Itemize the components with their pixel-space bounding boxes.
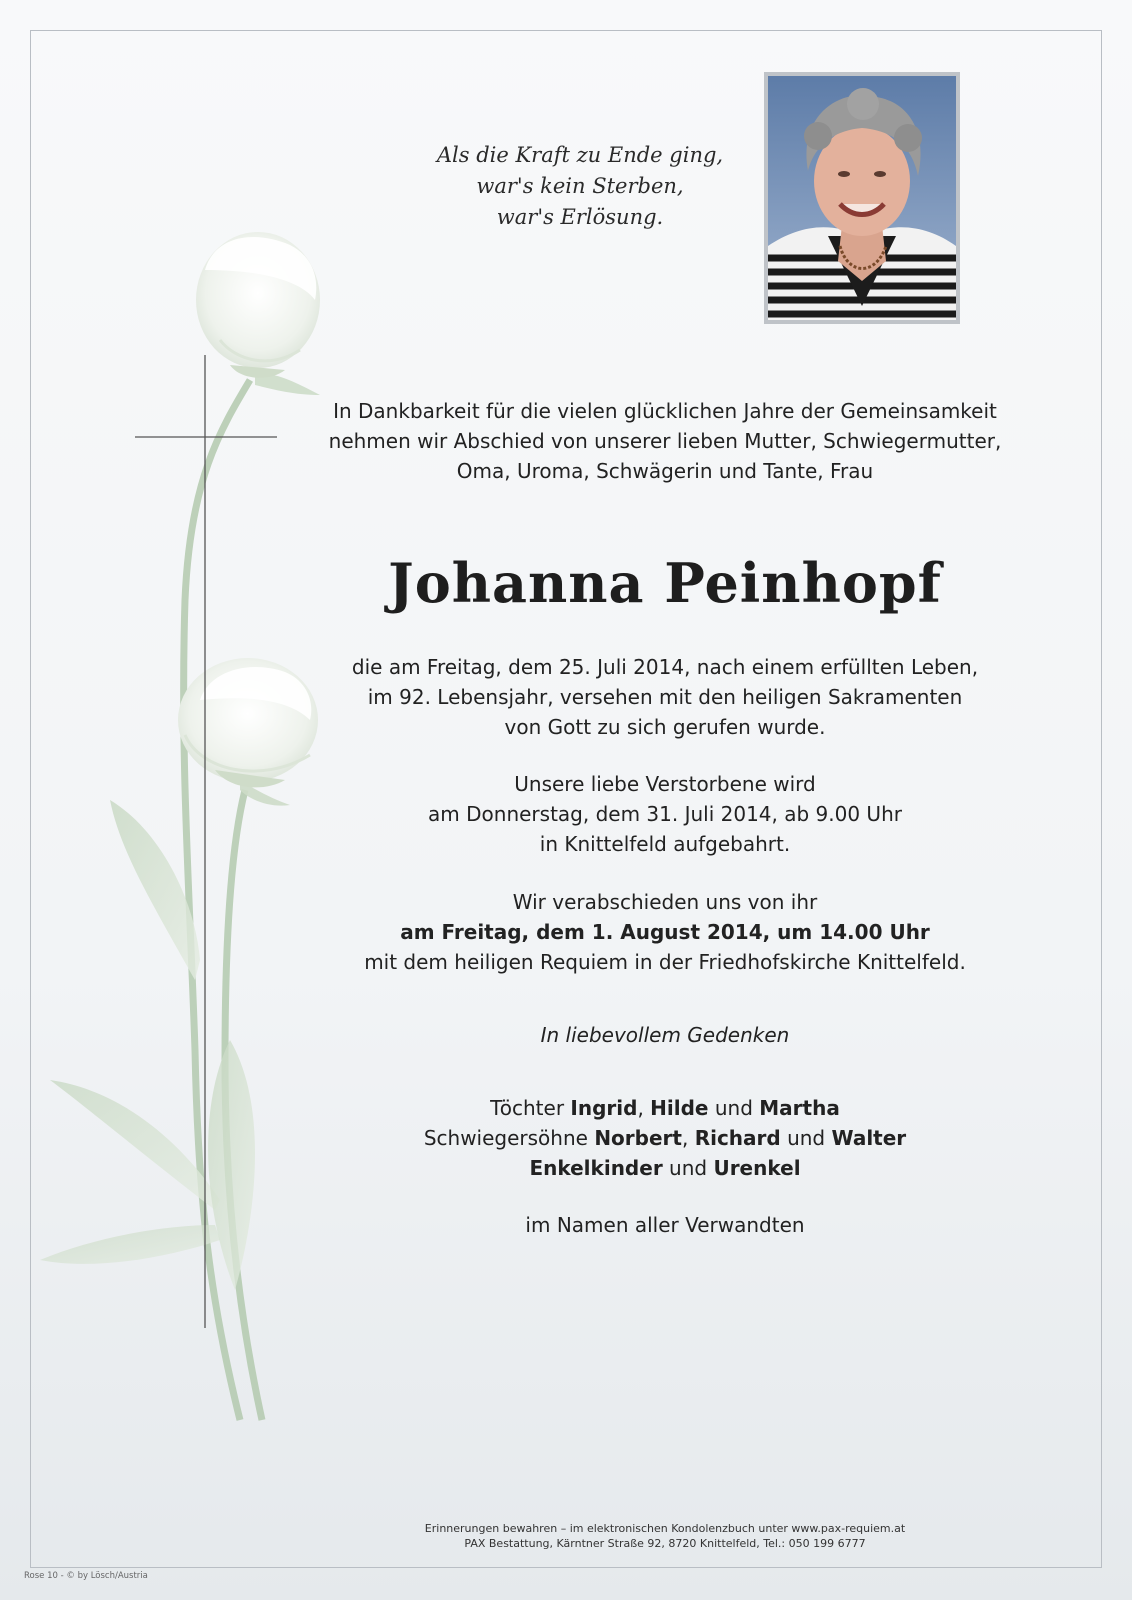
daughter-name: Ingrid bbox=[570, 1096, 638, 1120]
viewing-info bbox=[320, 769, 1010, 859]
daughters-line bbox=[320, 1093, 1010, 1123]
death-line: im 92. Lebensjahr, versehen mit den heiligen Sakramenten bbox=[367, 685, 963, 709]
footer bbox=[320, 1521, 1010, 1551]
death-line: die am Freitag, dem 25. Juli 2014, nach einem erfüllten Leben, bbox=[351, 655, 979, 679]
viewing-line: am Donnerstag, dem 31. Juli 2014, ab 9.00 Uhr bbox=[428, 802, 902, 826]
son-in-law-name: Norbert bbox=[594, 1126, 682, 1150]
viewing-line: in Knittelfeld aufgebahrt. bbox=[539, 832, 791, 856]
daughters-prefix: Töchter bbox=[490, 1096, 571, 1120]
portrait-photo-icon bbox=[768, 76, 956, 320]
quote-line: war's kein Sterben, bbox=[476, 174, 684, 198]
footer-address-line: PAX Bestattung, Kärntner Straße 92, 8720 Knittelfeld, Tel.: 050 199 6777 bbox=[464, 1537, 866, 1550]
daughter-name: Hilde bbox=[650, 1096, 709, 1120]
intro-line: Oma, Uroma, Schwägerin und Tante, Frau bbox=[456, 459, 874, 483]
separator: und bbox=[780, 1126, 832, 1150]
sons-in-law-prefix: Schwiegersöhne bbox=[423, 1126, 595, 1150]
quote-line: war's Erlösung. bbox=[496, 205, 664, 229]
farewell-date: am Freitag, dem 1. August 2014, um 14.00 Uhr bbox=[400, 920, 930, 944]
separator: und bbox=[662, 1156, 714, 1180]
image-credit: Rose 10 - © by Lösch/Austria bbox=[24, 1571, 148, 1581]
signoff: im Namen aller Verwandten bbox=[525, 1213, 805, 1237]
grandchildren: Enkelkinder bbox=[529, 1156, 663, 1180]
intro-line: In Dankbarkeit für die vielen glücklichen Jahre der Gemeinsamkeit bbox=[333, 399, 997, 423]
quote bbox=[380, 140, 780, 233]
quote-line: Als die Kraft zu Ende ging, bbox=[436, 143, 724, 167]
portrait-photo bbox=[764, 72, 960, 324]
intro-text bbox=[320, 396, 1010, 486]
son-in-law-name: Richard bbox=[694, 1126, 781, 1150]
farewell-info bbox=[320, 887, 1010, 977]
farewell-line: mit dem heiligen Requiem in der Friedhofskirche Knittelfeld. bbox=[364, 950, 966, 974]
death-line: von Gott zu sich gerufen wurde. bbox=[504, 715, 826, 739]
son-in-law-name: Walter bbox=[831, 1126, 907, 1150]
daughter-name: Martha bbox=[759, 1096, 840, 1120]
viewing-line: Unsere liebe Verstorbene wird bbox=[514, 772, 816, 796]
farewell-line: Wir verabschieden uns von ihr bbox=[512, 890, 818, 914]
footer-condolence-line: Erinnerungen bewahren – im elektronischen Kondolenzbuch unter www.pax-requiem.at bbox=[424, 1522, 906, 1535]
death-info bbox=[320, 652, 1010, 742]
intro-line: nehmen wir Abschied von unserer lieben Mutter, Schwiegermutter, bbox=[328, 429, 1002, 453]
family-list bbox=[320, 1093, 1010, 1183]
separator: , bbox=[681, 1126, 695, 1150]
separator: , bbox=[637, 1096, 651, 1120]
sons-in-law-line bbox=[320, 1123, 1010, 1153]
grandchildren-line bbox=[320, 1153, 1010, 1183]
great-grandchildren: Urenkel bbox=[713, 1156, 801, 1180]
deceased-name: Johanna Peinhopf bbox=[388, 551, 942, 615]
separator: und bbox=[708, 1096, 760, 1120]
memory-line: In liebevollem Gedenken bbox=[540, 1023, 790, 1047]
